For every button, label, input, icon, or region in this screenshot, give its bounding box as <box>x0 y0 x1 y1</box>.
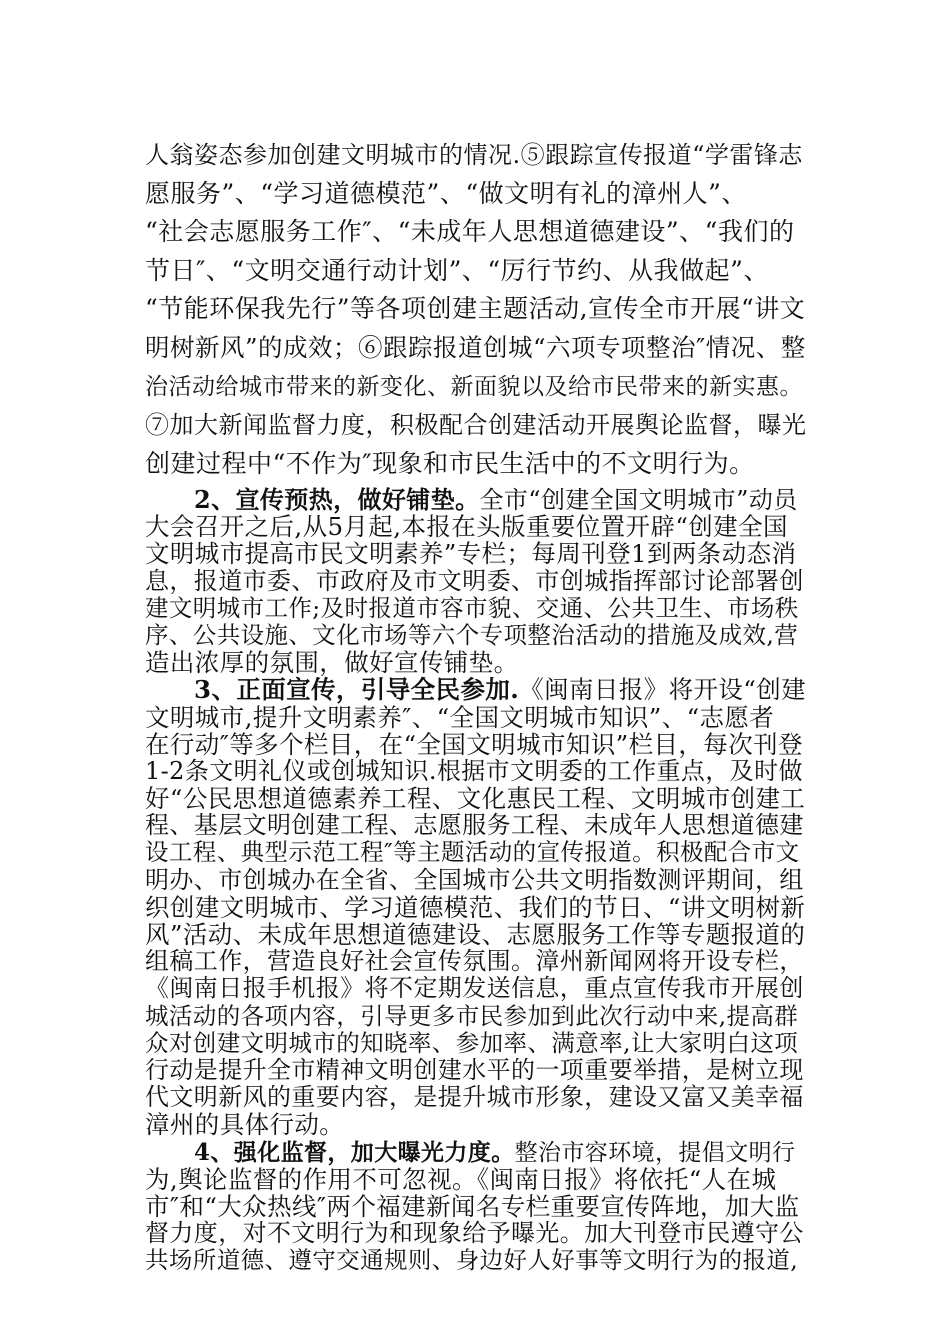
text-line: 人翁姿态参加创建文明城市的情况.⑤跟踪宣传报道“学雷锋志 <box>145 141 803 169</box>
text-line: 文明城市提高市民文明素养”专栏；每周刊登1到两条动态消 <box>145 539 797 569</box>
section-2-first-line <box>145 486 807 513</box>
section-3-first-line-text: 《闽南日报》将开设“创建 <box>519 675 807 705</box>
text-line: 设工程、典型示范工程″等主题活动的宣传报道。积极配合市文 <box>145 838 800 867</box>
text-line: 造出浓厚的氛围，做好宣传铺垫。 <box>145 648 519 678</box>
section-4-first-line <box>145 1139 807 1166</box>
text-line: 大会召开之后,从5月起,本报在头版重要位置开辟“创建全国 <box>145 512 788 542</box>
section-4-first-line-text: 整治市容环境，提倡文明行 <box>514 1139 796 1166</box>
paragraph-continuation <box>145 136 807 483</box>
section-3-first-line <box>145 676 807 703</box>
text-line: 织创建文明城市、学习道德模范、我们的节日、“讲文明树新 <box>145 892 806 922</box>
text-line: 序、公共设施、文化市场等六个专项整治活动的措施及成效,营 <box>145 620 799 649</box>
text-line: 节日″、“文明交通行动计划”、“厉行节约、从我做起”、 <box>145 255 769 285</box>
text-line: 行动是提升全市精神文明创建水平的一项重要举措，是树立现 <box>145 1055 804 1084</box>
section-4-heading: 4、强化监督，加大曝光力度。 <box>194 1138 515 1166</box>
text-line: 城活动的各项内容，引导更多市民参加到此次行动中来,提高群 <box>145 1001 799 1030</box>
text-line: 治活动给城市带来的新变化、新面貌以及给市民带来的新实惠。 <box>145 373 803 400</box>
text-line: 在行动″等多个栏目，在“全国文明城市知识”栏目，每次刊登 <box>145 729 803 759</box>
text-line: ⑦加大新闻监督力度，积极配合创建活动开展舆论监督，曝光 <box>145 411 807 440</box>
text-line: 明办、市创城办在全省、全国城市公共文明指数测评期间，组 <box>145 865 804 894</box>
section-2-first-line-text: 全市“创建全国文明城市”动员 <box>479 486 798 514</box>
text-line: 好“公民思想道德素养工程、文化惠民工程、文明城市创建工 <box>145 784 806 814</box>
section-2-heading: 2、宣传预热，做好铺垫。 <box>194 485 480 514</box>
text-line: 文明城市,提升文明素养″、“全国文明城市知识”、“志愿者 <box>145 702 775 732</box>
text-line: 督力度，对不文明行为和现象给予曝光。加大刊登市民遵守公 <box>145 1219 804 1248</box>
text-line: 程、基层文明创建工程、志愿服务工程、未成年人思想道德建 <box>145 811 804 840</box>
text-line: 为,舆论监督的作用不可忽视。《闽南日报》将依托“人在城 <box>145 1164 777 1194</box>
text-line: 众对创建文明城市的知晓率、参加率、满意率,让大家明白这项 <box>145 1028 799 1057</box>
text-line: 愿服务”、“学习道德模范”、“做文明有礼的漳州人”、 <box>145 178 747 208</box>
text-line: 共场所道德、遵守交通规则、身边好人好事等文明行为的报道, <box>145 1246 799 1275</box>
text-line: 息，报道市委、市政府及市文明委、市创城指挥部讨论部署创 <box>145 566 804 595</box>
text-line: 代文明新风的重要内容，是提升城市形象，建设又富又美幸福 <box>145 1083 804 1112</box>
text-line: 漳州的具体行动。 <box>145 1110 345 1140</box>
text-line: 风”活动、未成年思想道德建设、志愿服务工作等专题报道的 <box>145 920 806 949</box>
section-3-heading: 3、正面宣传，引导全民参加. <box>194 675 520 705</box>
text-line: “节能环保我先行”等各项创建主题活动,宣传全市开展“讲文 <box>145 294 806 324</box>
text-line: 市″和“大众热线″两个福建新闻名专栏重要宣传阵地，加大监 <box>145 1191 800 1221</box>
text-line: 明树新风”的成效；⑥跟踪报道创城“六项专项整治″情况、整 <box>145 332 806 362</box>
text-line: 建文明城市工作;及时报道市容市貌、交通、公共卫生、市场秩 <box>145 593 799 622</box>
body-sections <box>145 486 807 1274</box>
text-line: 《闽南日报手机报》将不定期发送信息，重点宣传我市开展创 <box>145 974 804 1003</box>
text-line: “社会志愿服务工作″、“未成年人思想道德建设”、“我们的 <box>145 217 795 247</box>
text-line: 创建过程中“不作为″现象和市民生活中的不文明行为。 <box>145 448 755 478</box>
text-line: 组稿工作，营造良好社会宣传氛围。漳州新闻网将开设专栏， <box>145 947 804 976</box>
text-line: 1-2条文明礼仪或创城知识.根据市文明委的工作重点，及时做 <box>145 756 803 785</box>
